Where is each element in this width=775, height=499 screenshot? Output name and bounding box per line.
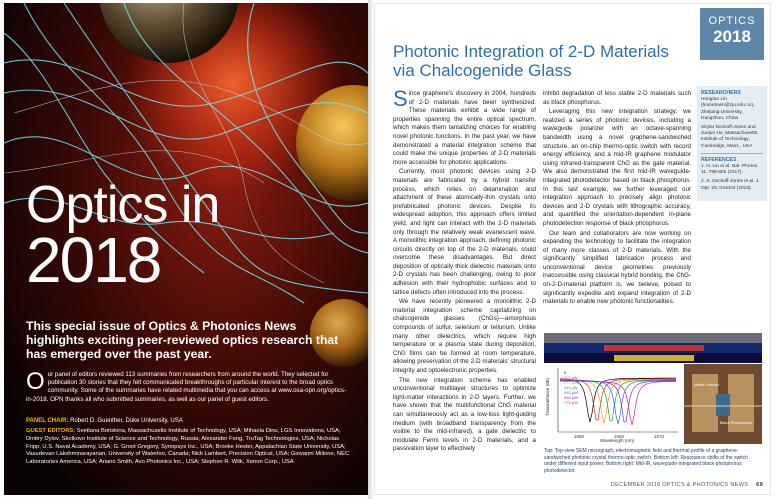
legend-entry: 277 μW — [564, 380, 578, 385]
cover-body-paragraph: ur panel of editors reviewed 113 summaries from researchers from around the world. They selected for publication 30 stories that they felt communicated breakthroughs of particular interest to the broad optics community. Some of the summaries have related multimedia that you can access at www.osa-opn.org/optics-in-2018. OPN thanks all who submitted summaries, as well as our panel of guest editors. — [26, 371, 347, 403]
legend-entry: 411 μW — [564, 385, 578, 390]
cover-dropcap: O — [26, 368, 45, 395]
article-sidebar — [697, 86, 767, 201]
badge-year: 2018 — [713, 27, 751, 46]
legend-entry: 0 — [564, 370, 567, 375]
legend-entry: 594 μW — [564, 395, 578, 400]
panel-chair-label: PANEL CHAIR: — [26, 418, 69, 424]
photo-label-metal: Metal Contact — [694, 382, 719, 387]
resonance-plot — [544, 364, 682, 444]
article-title: Photonic Integration of 2-D Materials via Chalcogenide Glass — [393, 42, 669, 80]
col2-paragraph-1: inhibit degradation of less stable 2-D materials such as black phosphorus. — [543, 90, 691, 106]
panel-chair — [26, 417, 351, 425]
footer-issue: DECEMBER 2018 OPTICS & PHOTONICS NEWS — [610, 482, 749, 488]
cover-lead-text: This special issue of Optics & Photonics News highlights exciting peer-reviewed optics research that has emerged over the past year. — [26, 319, 339, 361]
col1-paragraph-3: We have recently pioneered a monolithic 2-D material integration scheme capitalizing on chalcogenide glasses (ChGs)—amorphous compounds of sulfur, selenium or tellurium. Unlike many other dielectrics, which require high temperature or a plasma state during deposition, ChG films can be formed at room temperature, allowing preservation of the 2-D materials' structural integrity and optoelectronic properties. — [393, 298, 536, 374]
legend-entry: 775 μW — [564, 400, 578, 405]
figure-top-micrograph — [544, 333, 762, 363]
x-tick: 1550 — [574, 434, 585, 439]
resonance-plot-svg — [544, 364, 682, 444]
photo-label-bp: Black Phosphorus — [720, 420, 753, 425]
sidebar-divider — [701, 153, 763, 154]
x-tick: 1560 — [614, 434, 625, 439]
guest-editors — [26, 428, 351, 467]
col2-paragraph-2: Leveraging this new integration strategy, we realized a series of photonic devices, including a waveguide polarizer with an octave-spanning bandwidth using a novel graphene-sandwiched structure, an on-chip thermo-optic switch with record energy efficiency, and a mid-IR graphene modulator using infrared-transparent ChG as the gate material. We also demonstrated the first mid-IR waveguide-integrated photodetector based on black phosphorus. In this last example, we further leveraged our integration approach to precisely align photonic devices and 2-D crystals with lithographic accuracy, and quantified the orientation-dependent in-plane photodetection response of black phosphorus. — [543, 108, 691, 227]
article-column-2 — [543, 90, 691, 308]
page-footer — [611, 482, 763, 488]
cover-title — [26, 176, 220, 297]
col1-paragraph-4: The new integration scheme has enabled unconventional multilayer structures to optimize light-matter interactions in 2-D layers. Further, we have shown that the multifunctional ChG material can simultaneously act as a low-loss light-guiding medium (with broadband transparency from the visible to the mid-infrared), a gate dielectric to modulate Fermi levels in 2-D materials, and a passivation layer to effectively — [393, 376, 536, 453]
col2-paragraph-3: Our team and collaborators are now working on expanding the technology to facilitate the integration of many more classes of 2-D materials. With the significantly simplified fabrication process and unconventional device geometries previously inaccessible using classical hybrid bonding, the ChG-on-2-D-material platform is, we believe, poised to significantly expedite and expand integration of 2-D materials to enable new photonic functionalities. — [543, 229, 691, 306]
section-badge — [700, 8, 764, 60]
col1-paragraph-1: Since graphene's discovery in 2004, hundreds of 2-D materials have been synthesized. These materials exhibit a wide range of properties spanning the entire optical spectrum, which makes them tantalizing choices for enabling novel photonic functions. In the past year, we have demonstrated a material integration scheme that could make the unique properties of 2-D materials more accessible for photonic applications. — [393, 86, 536, 166]
figure-caption: Top: Top-view SEM micrograph, electromagnetic field and thermal profile of a graphene-sandwiched photonic crystal thermo-optic switch. Bottom left: Resonance shifts of the switch under different input power. Bottom right: Mid-IR, waveguide-integrated black-phosphorus photodetector. — [544, 448, 748, 474]
guest-editors-label: GUEST EDITORS: — [26, 428, 76, 434]
plot-xlabel: Wavelength (nm) — [600, 438, 635, 443]
references-heading: REFERENCES — [701, 156, 737, 163]
guest-editors-list: Svetlana Boriskina, Massachusetts Institute of Technology, USA; Mihaela Dinu, LGS Innovations, USA; Dmitry Dylov, Skolkovo Institute of Science and Technology, Russia; Alexander Fong, TruTag Technologies, USA; Nicholas Fripp, U.S. Naval Academy, USA; G. Groot Gregory, Synopsys Inc., USA; Brooke Hester, Appalachian State University, USA; Vasudevan Lakshminarayanan, University of Waterloo, Canada; Nick Lambert, Precision Optical, USA; Giovanni Milione, NEC Laboratories America, USA; Ariano Smith, Avo Photonics Inc., USA; Stephen R. Wilk, Xenon Corp., USA — [26, 428, 350, 466]
x-tick: 1570 — [654, 434, 665, 439]
legend-entry: 492 μW — [564, 390, 578, 395]
cover-page — [4, 3, 368, 495]
researchers-heading: RESEARCHERS — [701, 90, 741, 96]
col1-paragraph-2: Currently, most photonic devices using 2-D materials are fabricated by a hybrid transfer process, which relies on delamination and attachment of these atomically-thin crystals onto prefabricated photonic devices. Despite its widespread adoption, this approach offers limited yield, and light can interact with the 2-D materials only through the relatively weak evanescent wave. A monolithic integration approach, defining photonic circuits directly on top of the 2-D materials, could overcome these disadvantages. But direct deposition of optically thick dielectric materials onto 2-D crystals has been challenging, owing to poor adhesion with their hydrophobic surfaces and to lattice defects often introduced into the process. — [393, 168, 536, 296]
researcher-entry: Hongtao Lin (hometown@zju.edu.cn), Zhejiang University, Hangzhou, China — [701, 97, 755, 121]
cover-body-text — [26, 368, 351, 404]
panel-chair-name: Robert D. Guenther, Duke University, USA — [70, 418, 183, 424]
plot-legend — [564, 370, 578, 405]
black-phosphorus-flake — [716, 394, 730, 416]
photodetector-micrograph — [684, 364, 762, 444]
reference-entry: 2. S. Deckoff-Jones et al. J. Opt. 20, 044004 (2018). — [701, 179, 760, 191]
cover-title-year: 2018 — [26, 224, 161, 297]
plot-ylabel: Transmittance (dB) — [545, 377, 550, 416]
cover-title-line1: Optics in — [26, 176, 220, 234]
article-dropcap: S — [393, 86, 408, 111]
sem-micrograph — [544, 333, 762, 343]
page-number: 69 — [756, 482, 763, 488]
article-column-1 — [393, 86, 536, 455]
badge-label: OPTICS — [708, 15, 756, 27]
legend-entry: 112 μW — [564, 375, 578, 380]
reference-entry: 1. H. Lin et al. Nat. Photon. 11, 798-805 (2017). — [701, 164, 759, 176]
researcher-entry: Skylar Deckoff-Jones and Juejun Hu, Massachusetts Institute of Technology, Cambridge, Mass., USA — [701, 125, 758, 149]
